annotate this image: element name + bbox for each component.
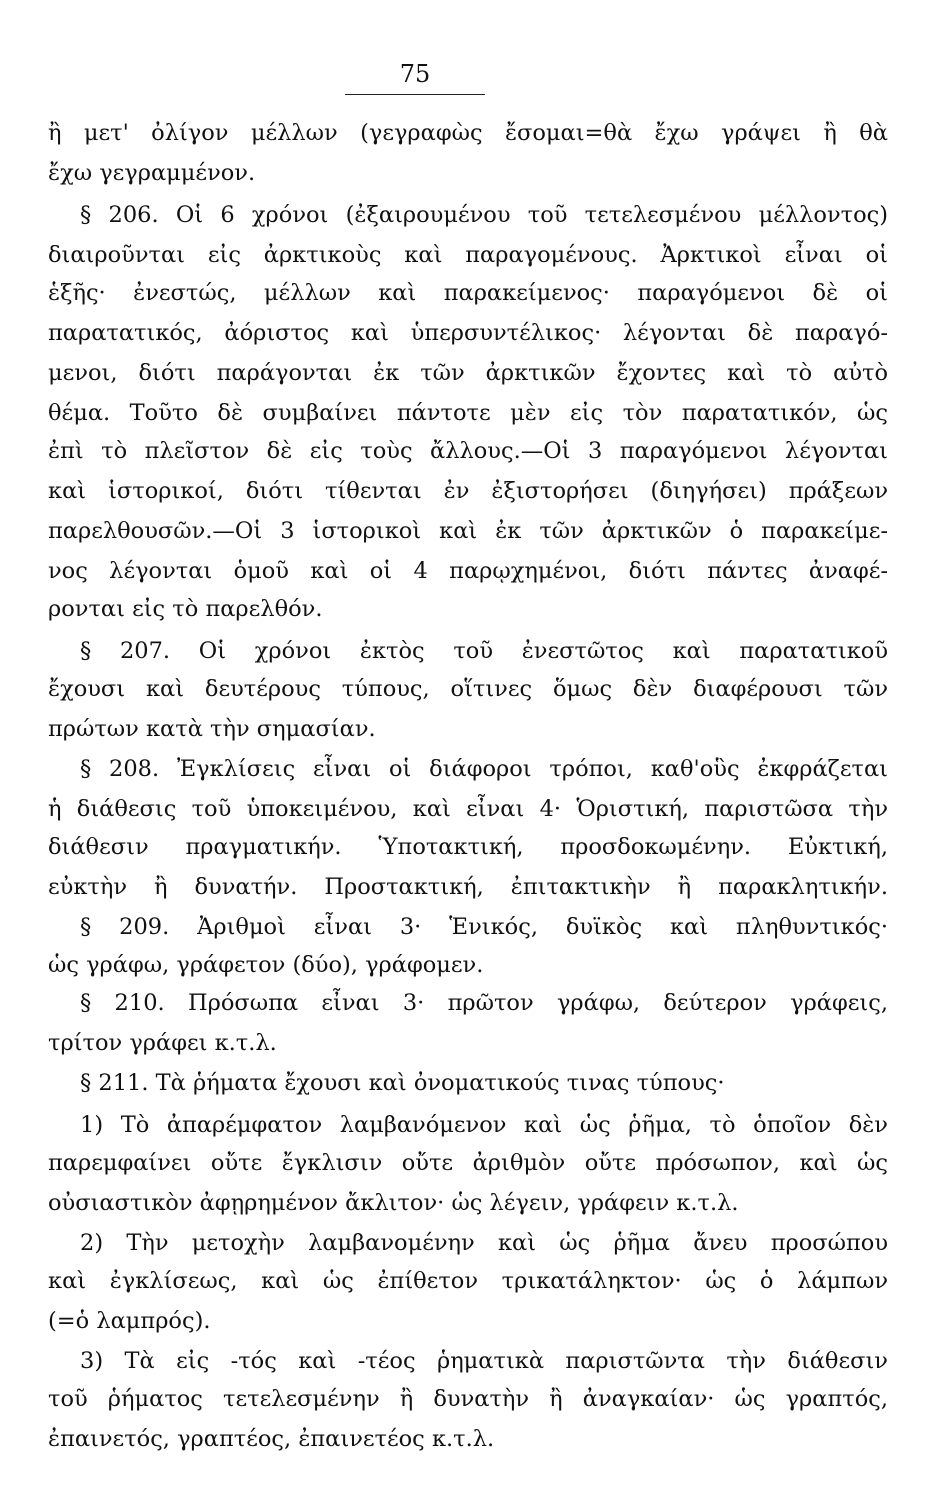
page-number: 75	[399, 60, 431, 88]
text-line: διάθεσιν πραγματικήν. Ὑποτακτική, προσδοκωμένην. Εὐκτική,	[48, 834, 888, 860]
text-line: νος λέγονται ὁμοῦ καὶ οἱ 4 παρῳχημένοι, διότι πάντες ἀναφέ-	[48, 558, 888, 584]
text-line: οὐσιαστικὸν ἀφῃρημένον ἄκλιτον· ὡς λέγειν, γράφειν κ.τ.λ.	[48, 1190, 739, 1216]
text-line: καὶ ἐγκλίσεως, καὶ ὡς ἐπίθετον τρικατάληκτον· ὡς ὁ λάμπων	[48, 1268, 888, 1294]
text-line: § 209. Ἀριθμοὶ εἶναι 3· Ἑνικός, δυϊκὸς καὶ πληθυντικός·	[80, 914, 888, 940]
text-line: θέμα. Τοῦτο δὲ συμβαίνει πάντοτε μὲν εἰς τὸν παρατατικόν, ὡς	[48, 400, 888, 426]
text-line: 2) Τὴν μετοχὴν λαμβανομένην καὶ ὡς ῥῆμα ἄνευ προσώπου	[80, 1230, 888, 1256]
text-line: § 206. Οἱ 6 χρόνοι (ἐξαιρουμένου τοῦ τετελεσμένου μέλλοντος)	[80, 202, 888, 228]
text-line: παρελθουσῶν.—Οἱ 3 ἱστορικοὶ καὶ ἐκ τῶν ἀρκτικῶν ὁ παρακείμε-	[48, 518, 888, 544]
text-line: ὡς γράφω, γράφετον (δύο), γράφομεν.	[48, 952, 484, 978]
text-line: καὶ ἱστορικοί, διότι τίθενται ἐν ἐξιστορήσει (διηγήσει) πράξεων	[48, 478, 888, 504]
text-line: παρατατικός, ἀόριστος καὶ ὑπερσυντέλικος· λέγονται δὲ παραγό-	[48, 320, 888, 346]
text-line: διαιροῦνται εἰς ἀρκτικοὺς καὶ παραγομένους. Ἀρκτικοὶ εἶναι οἱ	[48, 242, 888, 268]
text-line: § 210. Πρόσωπα εἶναι 3· πρῶτον γράφω, δεύτερον γράφεις,	[80, 990, 888, 1016]
text-line: παρεμφαίνει οὔτε ἔγκλισιν οὔτε ἀριθμὸν οὔτε πρόσωπον, καὶ ὡς	[48, 1150, 888, 1176]
text-line: ρονται εἰς τὸ παρελθόν.	[48, 596, 323, 622]
text-line: § 211. Τὰ ῥήματα ἔχουσι καὶ ὀνοματικούς τινας τύπους·	[80, 1070, 725, 1096]
text-line: ἡ διάθεσις τοῦ ὑποκειμένου, καὶ εἶναι 4· Ὁριστική, παριστῶσα τὴν	[48, 796, 888, 822]
text-line: § 207. Οἱ χρόνοι ἐκτὸς τοῦ ἐνεστῶτος καὶ παρατατικοῦ	[80, 638, 888, 664]
text-line: μενοι, διότι παράγονται ἐκ τῶν ἀρκτικῶν ἔχοντες καὶ τὸ αὐτὸ	[48, 360, 888, 386]
text-line: ἔχουσι καὶ δευτέρους τύπους, οἵτινες ὅμως δὲν διαφέρουσι τῶν	[48, 676, 888, 702]
text-line: ἐπαινετός, γραπτέος, ἐπαινετέος κ.τ.λ.	[48, 1426, 495, 1452]
text-line: εὐκτὴν ἢ δυνατήν. Προστακτική, ἐπιτακτικὴν ἢ παρακλητικήν.	[48, 874, 888, 900]
text-line: ἔχω γεγραμμένον.	[48, 160, 256, 186]
text-line: (=ὁ λαμπρός).	[48, 1308, 211, 1334]
text-line: ἐπὶ τὸ πλεῖστον δὲ εἰς τοὺς ἄλλους.—Οἱ 3 παραγόμενοι λέγονται	[48, 438, 888, 464]
header-rule	[345, 94, 485, 95]
text-line: 3) Τὰ εἰς -τός καὶ -τέος ῥηματικὰ παριστῶντα τὴν διάθεσιν	[80, 1348, 888, 1374]
text-line: πρώτων κατὰ τὴν σημασίαν.	[48, 716, 376, 742]
text-line: 1) Τὸ ἀπαρέμφατον λαμβανόμενον καὶ ὡς ῥῆμα, τὸ ὁποῖον δὲν	[80, 1112, 888, 1138]
text-line: § 208. Ἐγκλίσεις εἶναι οἱ διάφοροι τρόποι, καθ'οὓς ἐκφράζεται	[80, 756, 888, 782]
text-line: ἢ μετ' ὀλίγον μέλλων (γεγραφὼς ἔσομαι=θὰ ἔχω γράψει ἢ θὰ	[48, 120, 888, 146]
text-line: τοῦ ῥήματος τετελεσμένην ἢ δυνατὴν ἢ ἀναγκαίαν· ὡς γραπτός,	[48, 1386, 888, 1412]
text-line: τρίτον γράφει κ.τ.λ.	[48, 1030, 277, 1056]
text-line: ἑξῆς· ἐνεστώς, μέλλων καὶ παρακείμενος· παραγόμενοι δὲ οἱ	[48, 280, 888, 306]
